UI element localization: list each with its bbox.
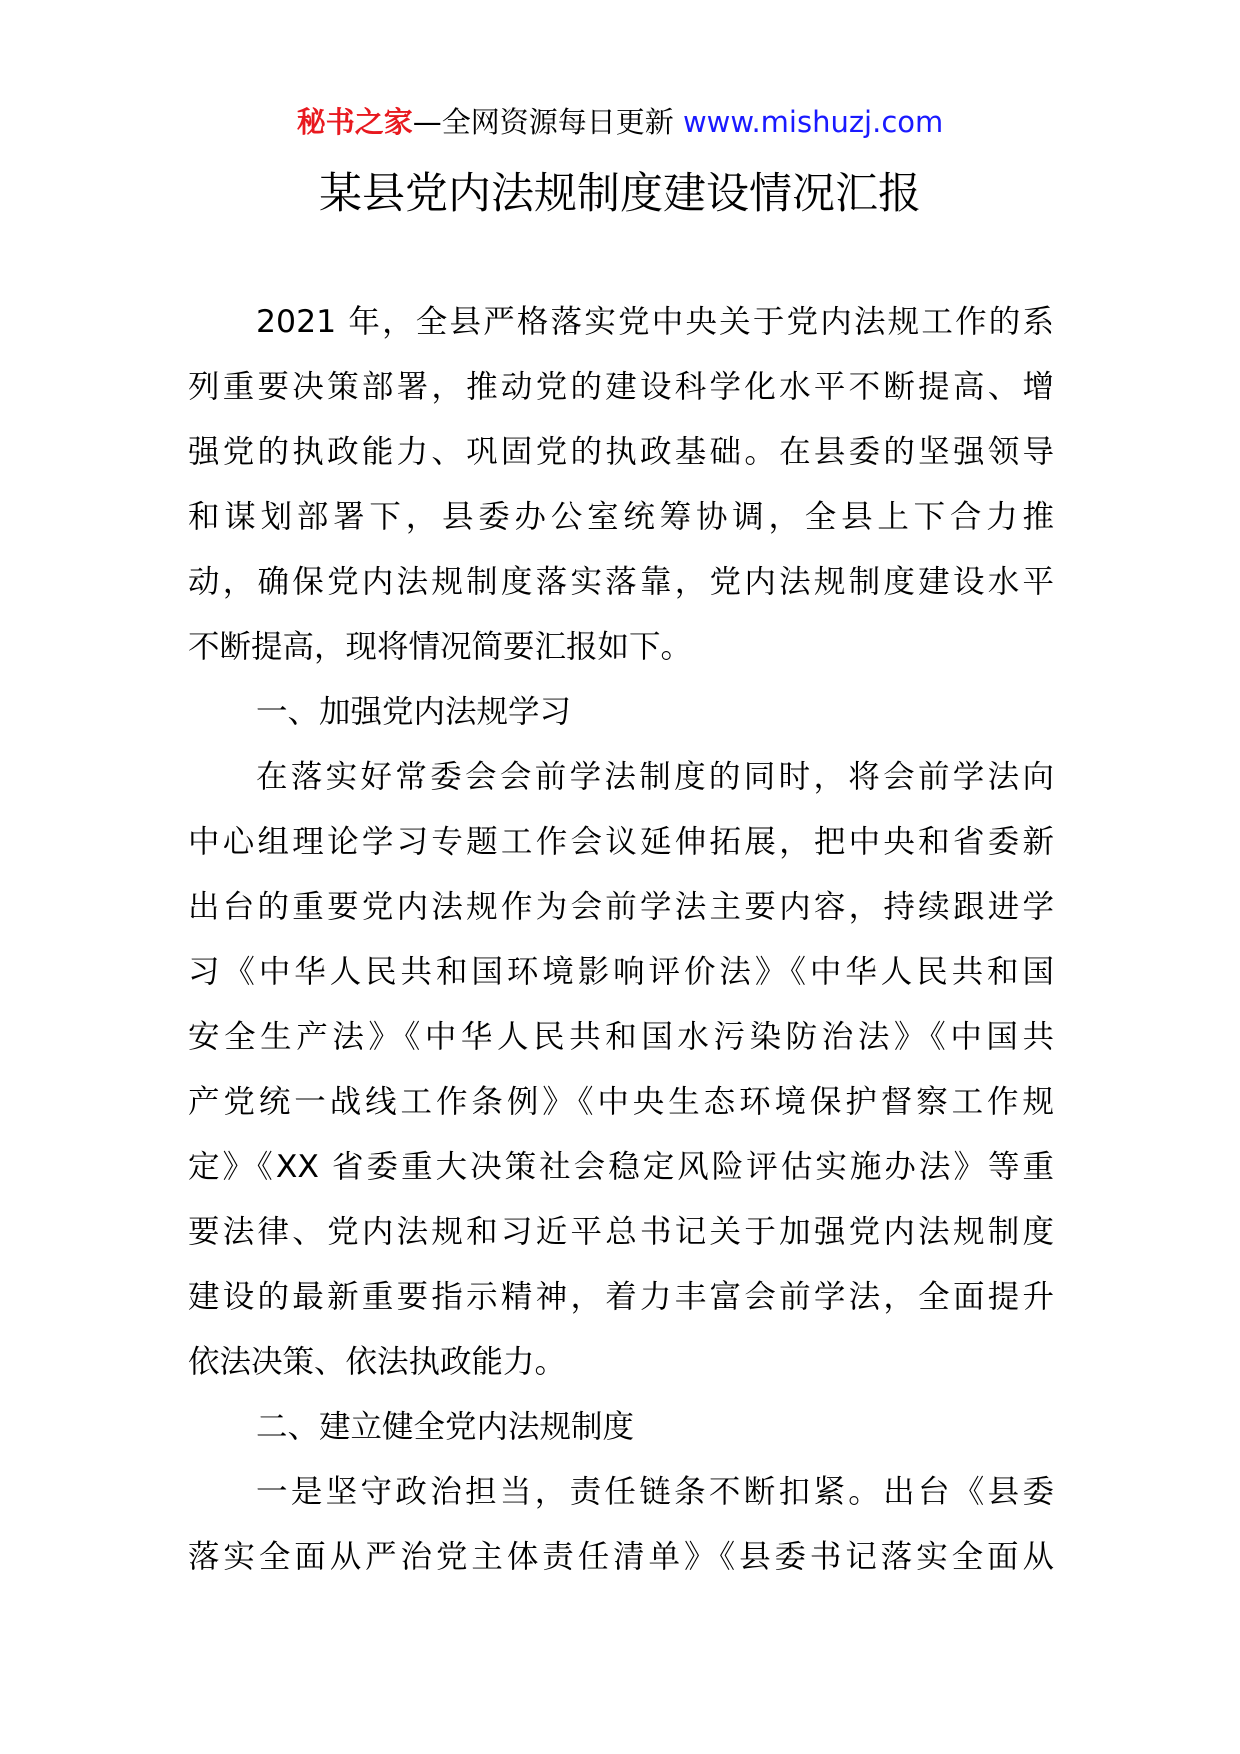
section-heading: 二、建立健全党内法规制度 [256, 1409, 635, 1445]
paragraph-line: 建设的最新重要指示精神，着力丰富会前学法，全面提升 [188, 1279, 1054, 1315]
paragraph-line: 要法律、党内法规和习近平总书记关于加强党内法规制度 [188, 1214, 1054, 1250]
paragraph-line: 一是坚守政治担当，责任链条不断扣紧。出台《县委 [256, 1474, 1054, 1510]
header-tagline: —全网资源每日更新 [412, 105, 674, 139]
paragraph-line: 列重要决策部署，推动党的建设科学化水平不断提高、增 [188, 369, 1054, 405]
paragraph-line: 和谋划部署下，县委办公室统筹协调，全县上下合力推 [188, 499, 1054, 535]
paragraph-line: 在落实好常委会会前学法制度的同时，将会前学法向 [256, 759, 1054, 795]
website-link[interactable]: www.mishuzj.com [682, 105, 944, 139]
paragraph-line: 中心组理论学习专题工作会议延伸拓展，把中央和省委新 [188, 824, 1054, 860]
paragraph-line: 安全生产法》《中华人民共和国水污染防治法》《中国共 [188, 1019, 1054, 1055]
watermark-header [0, 100, 1240, 144]
document-title: 某县党内法规制度建设情况汇报 [319, 169, 921, 219]
paragraph-line: 2021 年，全县严格落实党中央关于党内法规工作的系 [256, 304, 1054, 340]
document-body [188, 290, 1054, 1590]
paragraph-line: 产党统一战线工作条例》《中央生态环境保护督察工作规 [188, 1084, 1054, 1120]
section-heading: 一、加强党内法规学习 [256, 694, 572, 730]
paragraph-line: 不断提高，现将情况简要汇报如下。 [188, 629, 693, 665]
paragraph-line: 出台的重要党内法规作为会前学法主要内容，持续跟进学 [188, 889, 1054, 925]
brand-name: 秘书之家 [296, 105, 413, 139]
paragraph-line: 定》《XX 省委重大决策社会稳定风险评估实施办法》等重 [188, 1149, 1054, 1185]
paragraph-line: 习《中华人民共和国环境影响评价法》《中华人民共和国 [188, 954, 1054, 990]
paragraph-line: 依法决策、依法执政能力。 [188, 1344, 567, 1380]
paragraph-line: 动，确保党内法规制度落实落靠，党内法规制度建设水平 [188, 564, 1054, 600]
paragraph-line: 落实全面从严治党主体责任清单》《县委书记落实全面从 [188, 1539, 1054, 1575]
paragraph-line: 强党的执政能力、巩固党的执政基础。在县委的坚强领导 [188, 434, 1054, 470]
